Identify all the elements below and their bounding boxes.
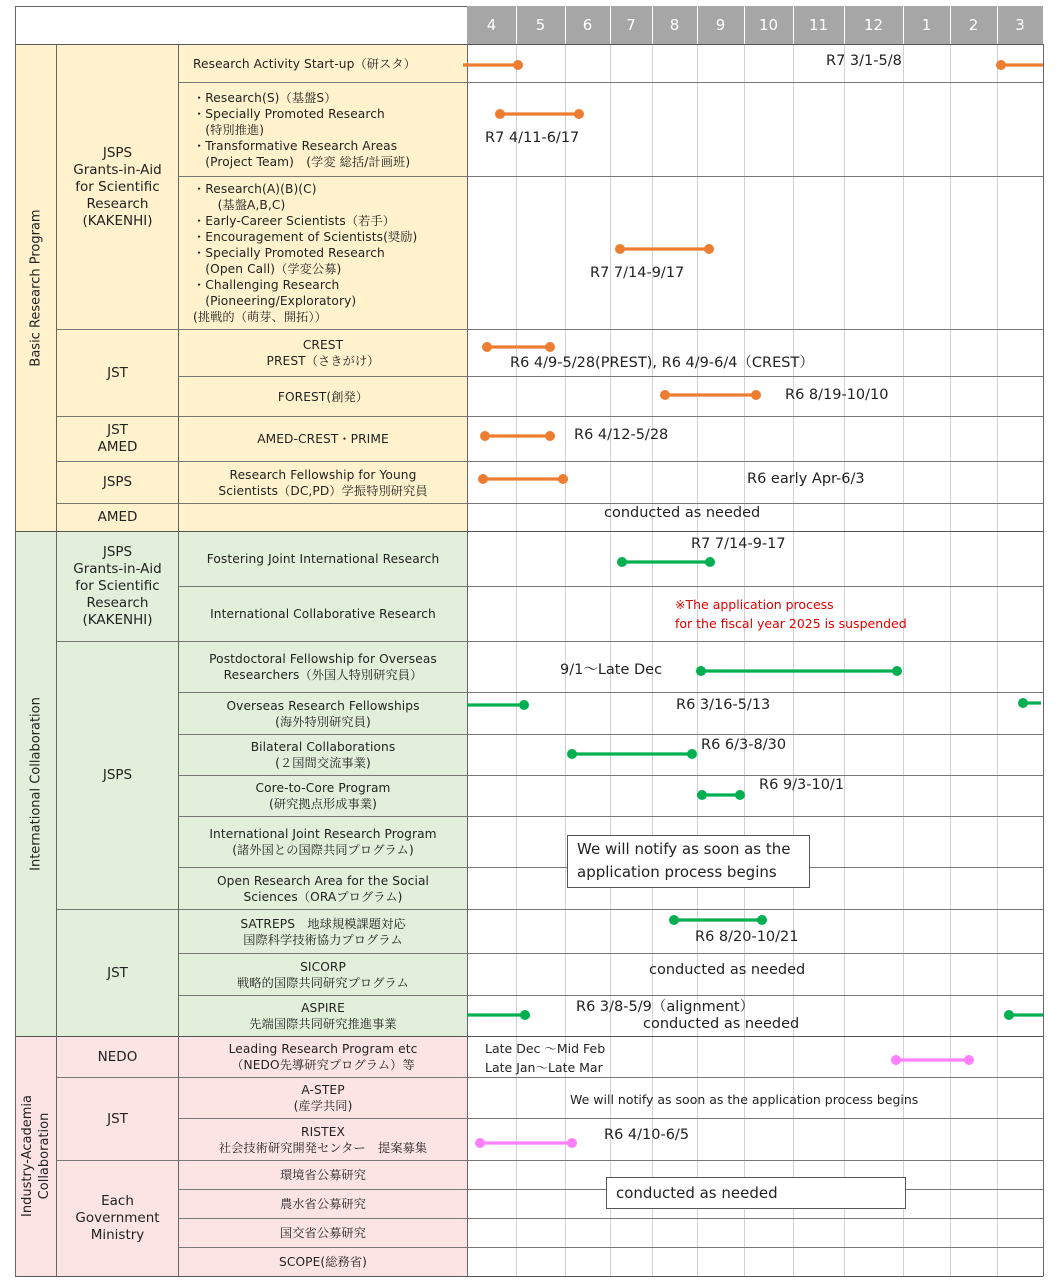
- annotation-a9: R7 7/14-9-17: [691, 536, 786, 552]
- annotation-a17: conducted as needed: [649, 962, 806, 978]
- month-10: 10: [758, 16, 779, 34]
- org-jst-amed: JST AMED: [97, 422, 138, 455]
- month-7: 7: [626, 16, 636, 34]
- annotation-a13: R6 6/3-8/30: [701, 737, 787, 753]
- program-p4: CREST PREST（さきがけ）: [266, 338, 380, 368]
- annotation-a3: R7 7/14-9/17: [590, 265, 685, 281]
- month-12: 12: [863, 16, 884, 34]
- annotation-a10: ※The application process for the fiscal year 2025 is suspended: [675, 597, 907, 631]
- annotation-a8: conducted as needed: [604, 505, 761, 521]
- program-p22: RISTEX 社会技術研究開発センター 提案募集: [218, 1124, 428, 1155]
- program-p11: Postdoctoral Fellowship for Overseas Researchers（外国人特別研究員）: [209, 652, 437, 682]
- basic-category-label: Basic Research Program: [28, 208, 43, 367]
- annotation-a4: R6 4/9-5/28(PREST), R6 4/9-6/4（CREST）: [510, 355, 814, 371]
- org-kakenhi-basic: JSPS Grants-in-Aid for Scientific Research (KAKENHI): [73, 144, 162, 229]
- program-p9: Fostering Joint International Research: [206, 552, 440, 566]
- org-jsps-fellow: JSPS: [102, 474, 133, 490]
- program-p5: FOREST(創発）: [277, 389, 369, 404]
- annotation-a14: R6 9/3-10/1: [759, 777, 845, 793]
- annotation-a20: Late Dec 〜Mid Feb Late Jan〜Late Mar: [485, 1041, 606, 1075]
- program-p16: Open Research Area for the Social Sciences（ORAプログラム): [216, 873, 430, 904]
- org-nedo: NEDO: [97, 1048, 138, 1065]
- program-p1: Research Activity Start-up（研スタ）: [193, 56, 416, 71]
- program-p15: International Joint Research Program (諸外国との国際共同プログラム): [209, 827, 437, 857]
- program-p6: AMED-CREST・PRIME: [257, 432, 389, 446]
- program-p13: Bilateral Collaborations (２国間交流事業): [250, 740, 396, 770]
- annotation-a11: 9/1〜Late Dec: [560, 662, 663, 678]
- month-9: 9: [715, 16, 726, 34]
- month-4: 4: [486, 16, 497, 34]
- program-p19: ASPIRE 先端国際共同研究推進事業: [249, 1001, 397, 1031]
- annotation-a5: R6 8/19-10/10: [785, 387, 889, 403]
- month-1: 1: [921, 16, 932, 34]
- industry-category-label: Industry-Academia Collaboration: [19, 1095, 52, 1217]
- org-ministry: Each Government Ministry: [75, 1193, 160, 1243]
- program-p23: 環境省公募研究: [279, 1168, 366, 1182]
- program-p26: SCOPE(総務省): [279, 1255, 367, 1269]
- annotation-a7: R6 early Apr-6/3: [747, 471, 865, 487]
- annotation-a2: R7 4/11-6/17: [485, 130, 580, 146]
- program-p20: Leading Research Program etc （NEDO先導研究プログラム）等: [228, 1042, 418, 1072]
- program-p2: ・Research(S)（基盤S） ・Specially Promoted Research (特別推進) ・Transformative Research Areas (Project Team) (学変 総括/計画班): [193, 90, 411, 169]
- org-jsps-intl: JSPS: [102, 767, 133, 783]
- program-p12: Overseas Research Fellowships (海外特別研究員): [226, 698, 420, 729]
- program-p17: SATREPS 地球規模課題対応 国際科学技術協力プログラム: [240, 916, 406, 947]
- month-6: 6: [582, 16, 593, 34]
- program-p10: International Collaborative Research: [210, 607, 436, 621]
- program-p8: [179, 504, 467, 531]
- program-p21: A-STEP (産学共同): [293, 1083, 353, 1113]
- annotation-a12: R6 3/16-5/13: [676, 697, 771, 713]
- org-amed: AMED: [97, 509, 138, 525]
- header-blank-cell: [15, 6, 467, 44]
- program-p24: 農水省公募研究: [279, 1197, 366, 1211]
- month-5: 5: [535, 16, 546, 34]
- program-p3: ・Research(A)(B)(C) (基盤A,B,C) ・Early-Career Scientists（若手） ・Encouragement of Scientists(奨励) ・Specially Promoted Research (Open Call)（学変公募) ・Challenging Research (Pioneering/Exploratory) (挑戦的（萌芽、開拓））: [193, 182, 418, 324]
- month-11: 11: [808, 16, 829, 34]
- annotation-a1: R7 3/1-5/8: [826, 53, 902, 69]
- conducted-as-needed-box: conducted as needed: [606, 1177, 906, 1209]
- org-jst-ind: JST: [107, 1110, 128, 1127]
- month-2: 2: [968, 16, 979, 34]
- program-p18: SICORP 戦略的国際共同研究プログラム: [237, 959, 409, 990]
- month-3: 3: [1015, 16, 1025, 34]
- org-kakenhi-intl: JSPS Grants-in-Aid for Scientific Research (KAKENHI): [73, 544, 162, 628]
- org-jst-basic: JST: [107, 364, 128, 381]
- annotation-a22: R6 4/10-6/5: [604, 1127, 690, 1143]
- month-8: 8: [669, 16, 680, 34]
- annotation-a18: R6 3/8-5/9（alignment）: [576, 999, 755, 1015]
- notify-box: We will notify as soon as the application process begins: [567, 835, 810, 888]
- org-jst-intl: JST: [107, 964, 128, 981]
- program-p25: 国交省公募研究: [279, 1226, 366, 1240]
- annotation-a6: R6 4/12-5/28: [574, 427, 669, 443]
- program-p7: Research Fellowship for Young Scientists（DC,PD）学振特別研究員: [218, 467, 428, 498]
- intl-category-label: International Collaboration: [28, 696, 43, 871]
- program-p14: Core-to-Core Program (研究拠点形成事業): [255, 781, 391, 811]
- annotation-a19: conducted as needed: [643, 1016, 800, 1032]
- annotation-a16: R6 8/20-10/21: [695, 929, 799, 945]
- annotation-a21: We will notify as soon as the application process begins: [570, 1092, 919, 1107]
